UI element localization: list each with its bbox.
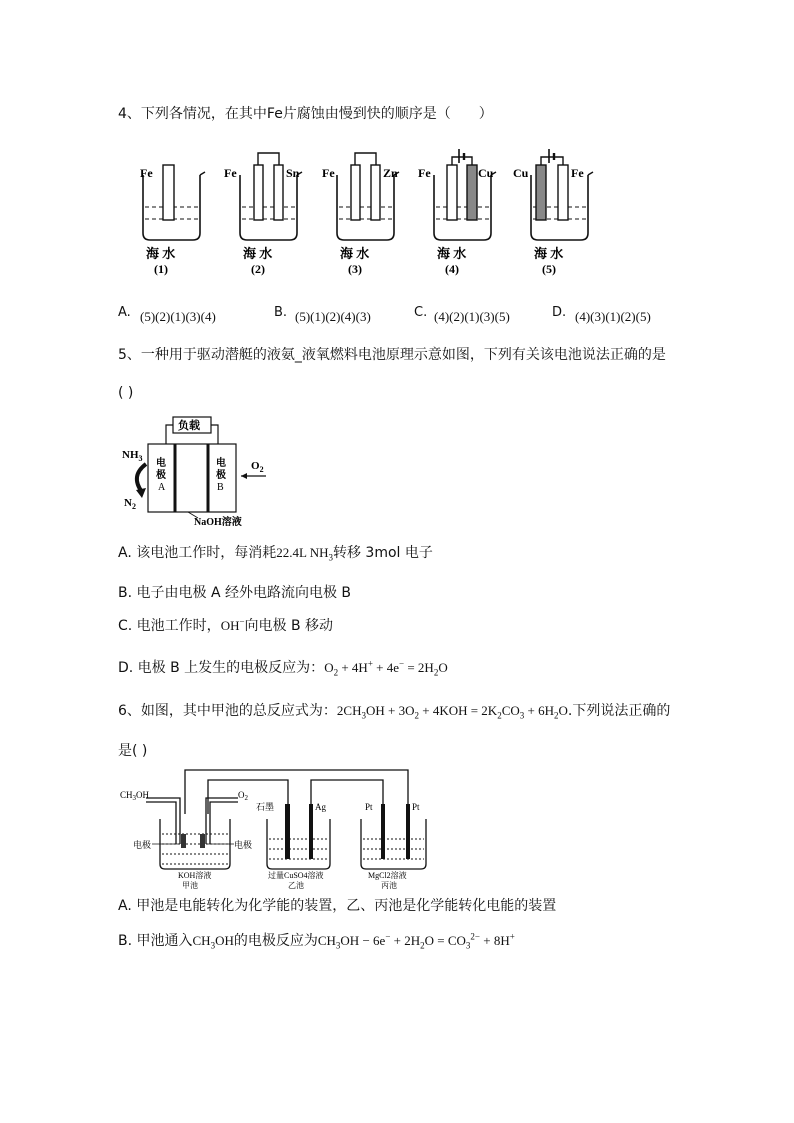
electrode-a-char-3: A [158, 482, 166, 493]
q4-stem: 4、下列各情况，在其中Fe片腐蚀由慢到快的顺序是（ ） [118, 106, 493, 122]
electrode-b-char-1: 电 [216, 458, 226, 469]
pt2-label: Pt [412, 802, 420, 812]
q6-option-a: A. 甲池是电能转化为化学能的装置，乙、丙池是化学能转化电能的装置 [118, 898, 557, 914]
q6-stem-pre: 6、如图，其中甲池的总反应式为： [118, 703, 337, 719]
q5-stem: 5、一种用于驱动潜艇的液氨_液氧燃料电池原理示意如图，下列有关该电池说法正确的是 [118, 347, 666, 363]
pt1-label: Pt [365, 802, 373, 812]
jia-name-label: 甲池 [182, 881, 198, 890]
beaker-4-liquid: 海 水 [437, 246, 467, 261]
beaker-5 [513, 149, 593, 276]
q6-option-b-mid: 的电极反应为 [233, 933, 318, 949]
graphite-label: 石墨 [256, 802, 275, 812]
q5-option-c [118, 615, 333, 635]
q5-option-b: B. 电子由电极 A 经外电路流向电极 B [118, 585, 352, 601]
q4-option-d-text: (4)(3)(1)(2)(5) [575, 309, 651, 324]
beaker-5-left-label: Cu [513, 166, 529, 180]
beaker-2-liquid: 海 水 [243, 246, 273, 261]
electrode-b-char-2: 极 [216, 470, 226, 481]
beaker-1-number: (1) [154, 262, 168, 276]
q5-option-c-pre: C. 电池工作时， [118, 618, 221, 634]
electrode-left-label: 电极 [133, 840, 152, 850]
q6-stem-end: 是( ) [118, 743, 148, 759]
q6-option-b-formula: $CH_3OH$ [192, 933, 234, 951]
beaker-1-liquid: 海 水 [146, 246, 176, 261]
yi-name-label: 乙池 [288, 881, 304, 890]
load-label: 负载 [178, 420, 200, 432]
beaker-4 [418, 149, 496, 276]
q5-option-c-post: 向电极 B 移动 [244, 618, 334, 634]
q6-stem [118, 700, 670, 721]
q4-option-a-text: (5)(2)(1)(3)(4) [140, 309, 216, 324]
q6-option-b [118, 930, 515, 951]
beaker-4-number: (4) [445, 262, 459, 276]
electrode-b-char-3: B [217, 482, 224, 493]
beaker-3-left-label: Fe [322, 166, 335, 180]
q4-option-b-letter: B. [274, 305, 288, 320]
beaker-2-left-label: Fe [224, 166, 237, 180]
beaker-5-liquid: 海 水 [534, 246, 564, 261]
beaker-2-right-label: Sn [286, 166, 300, 180]
q6-option-b-reaction: $CH_3OH - 6e^- + 2H_2O = CO_3^{2-} + 8H^+$ [317, 931, 515, 951]
q5-option-a-pre: A. 该电池工作时，每消耗 [118, 545, 277, 561]
beaker-3-liquid: 海 水 [340, 246, 370, 261]
q5-option-c-formula: OH− [220, 616, 245, 633]
q4-figure [130, 145, 600, 275]
electrolyte-label: NaOH溶液 [194, 517, 242, 528]
beaker-1-left-label: Fe [140, 166, 153, 180]
q6-stem-post: .下列说法正确的 [567, 703, 671, 719]
beaker-3-right-label: Zn [383, 166, 398, 180]
q5-option-d-pre: D. 电极 B 上发生的电极反应为： [118, 660, 325, 676]
beaker-2-number: (2) [251, 262, 265, 276]
beaker-4-right-label: Cu [478, 166, 494, 180]
electrode-a-char-1: 电 [156, 458, 166, 469]
beaker-2 [224, 153, 302, 276]
q4-option-b-text: (5)(1)(2)(4)(3) [295, 309, 371, 324]
jia-solution-label: KOH溶液 [178, 871, 212, 880]
q5-option-a-formula: 22.4L $NH_3$ [276, 545, 333, 563]
beaker-4-left-label: Fe [418, 166, 431, 180]
q4-option-a-letter: A. [118, 305, 131, 320]
q4-option-d-letter: D. [552, 305, 567, 320]
beaker-1 [140, 165, 205, 276]
n2-label: $N_2$ [124, 497, 136, 511]
beaker-3-number: (3) [348, 262, 362, 276]
q6-option-b-pre: B. 甲池通入 [118, 933, 193, 949]
q5-figure [118, 414, 278, 529]
yi-solution-label: 过量CuSO4溶液 [268, 871, 324, 880]
electrode-right-label: 电极 [234, 840, 253, 850]
q5-option-d-formula: $O_2 + 4H^+ + 4e^- = 2H_2O$ [324, 658, 448, 678]
ag-label: Ag [315, 802, 326, 812]
q5-stem-end: ( ) [118, 385, 134, 401]
q4-option-c-letter: C. [414, 305, 428, 320]
bing-name-label: 丙池 [381, 881, 397, 890]
o2-inlet-label: $O_2$ [238, 790, 248, 802]
q5-option-d [118, 657, 448, 678]
q6-figure [118, 764, 438, 890]
beaker-5-number: (5) [542, 262, 556, 276]
q5-option-a [118, 542, 433, 563]
bing-solution-label: MgCl2溶液 [368, 871, 407, 880]
beaker-5-right-label: Fe [571, 166, 584, 180]
beaker-3 [322, 153, 399, 276]
q5-option-a-post: 转移 3mol 电子 [332, 545, 433, 561]
ch3oh-label: $CH_3OH$ [120, 790, 150, 802]
q4-option-c-text: (4)(2)(1)(3)(5) [434, 309, 510, 324]
nh3-label: $NH_3$ [122, 449, 143, 463]
electrode-a-char-2: 极 [156, 470, 166, 481]
q6-stem-formula: $2CH_3OH + 3O_2 + 4KOH = 2K_2CO_3 + 6H_2O$ [336, 703, 568, 721]
o2-label: $O_2$ [251, 460, 264, 474]
